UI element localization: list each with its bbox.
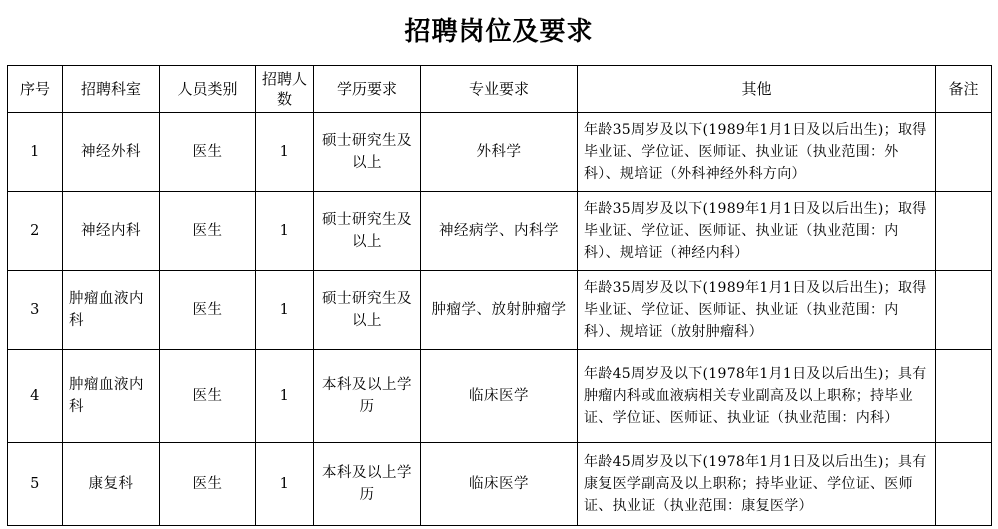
table-header-row [8,66,992,113]
cell-remarks [936,192,992,271]
cell-remarks [936,113,992,192]
cell-major: 肿瘤学、放射肿瘤学 [421,271,578,350]
table-row [8,271,992,350]
cell-education: 硕士研究生及以上 [314,192,421,271]
cell-major: 神经病学、内科学 [421,192,578,271]
header-index: 序号 [8,66,63,113]
cell-index: 3 [8,271,63,350]
cell-index: 5 [8,443,63,526]
cell-other: 年龄35周岁及以下(1989年1月1日及以后出生)；取得毕业证、学位证、医师证、执业证（执业范围：内科）、规培证（放射肿瘤科） [578,271,936,350]
cell-department: 肿瘤血液内科 [63,350,160,443]
header-education: 学历要求 [314,66,421,113]
cell-other: 年龄45周岁及以下(1978年1月1日及以后出生)；具有肿瘤内科或血液病相关专业副高及以上职称；持毕业证、学位证、医师证、执业证（执业范围：内科） [578,350,936,443]
cell-count: 1 [256,443,314,526]
header-department: 招聘科室 [63,66,160,113]
cell-count: 1 [256,271,314,350]
table-row [8,443,992,526]
cell-other: 年龄45周岁及以下(1978年1月1日及以后出生)；具有康复医学副高及以上职称；持毕业证、学位证、医师证、执业证（执业范围：康复医学） [578,443,936,526]
cell-education: 硕士研究生及以上 [314,113,421,192]
cell-major: 外科学 [421,113,578,192]
cell-category: 医生 [160,350,256,443]
cell-department: 康复科 [63,443,160,526]
cell-major: 临床医学 [421,350,578,443]
cell-index: 4 [8,350,63,443]
cell-major: 临床医学 [421,443,578,526]
cell-department: 神经外科 [63,113,160,192]
cell-index: 2 [8,192,63,271]
cell-remarks [936,271,992,350]
header-category: 人员类别 [160,66,256,113]
table-row [8,192,992,271]
header-other: 其他 [578,66,936,113]
cell-count: 1 [256,350,314,443]
table-row [8,350,992,443]
header-count: 招聘人数 [256,66,314,113]
cell-education: 本科及以上学历 [314,350,421,443]
cell-education: 本科及以上学历 [314,443,421,526]
cell-department: 肿瘤血液内科 [63,271,160,350]
recruitment-table [7,65,992,526]
cell-index: 1 [8,113,63,192]
cell-other: 年龄35周岁及以下(1989年1月1日及以后出生)；取得毕业证、学位证、医师证、执业证（执业范围：外科）、规培证（外科神经外科方向） [578,113,936,192]
cell-other: 年龄35周岁及以下(1989年1月1日及以后出生)；取得毕业证、学位证、医师证、执业证（执业范围：内科）、规培证（神经内科） [578,192,936,271]
cell-category: 医生 [160,443,256,526]
page-title: 招聘岗位及要求 [404,17,594,47]
table-row [8,113,992,192]
header-remarks: 备注 [936,66,992,113]
cell-department: 神经内科 [63,192,160,271]
header-major: 专业要求 [421,66,578,113]
cell-category: 医生 [160,192,256,271]
cell-remarks [936,350,992,443]
cell-remarks [936,443,992,526]
cell-education: 硕士研究生及以上 [314,271,421,350]
cell-category: 医生 [160,113,256,192]
cell-count: 1 [256,113,314,192]
cell-category: 医生 [160,271,256,350]
cell-count: 1 [256,192,314,271]
